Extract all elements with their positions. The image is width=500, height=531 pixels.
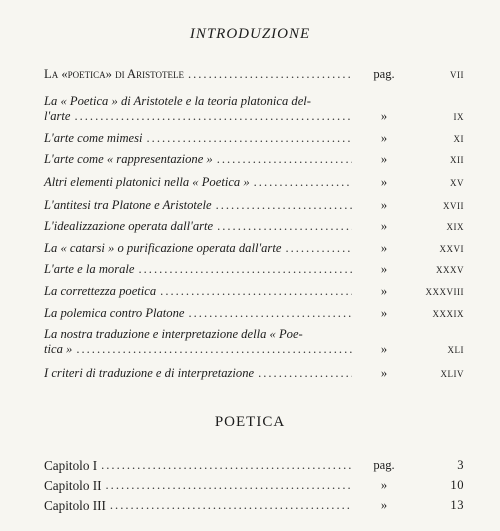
leader-dots — [74, 109, 352, 124]
page-marker: » — [380, 219, 388, 233]
page-number: 10 — [450, 478, 464, 492]
page-number: xliv — [440, 366, 464, 380]
page-number: xli — [447, 342, 464, 356]
toc-entry-text: La correttezza poetica — [44, 284, 157, 298]
toc-entry — [44, 458, 464, 473]
page-number: ix — [453, 109, 464, 123]
toc-entry-text: Altri elementi platonici nella « Poetica » — [44, 175, 250, 189]
toc-entry — [44, 262, 464, 277]
leader-dots — [189, 306, 353, 321]
leader-dots — [110, 498, 352, 513]
page-number: xxxviii — [425, 284, 464, 298]
page-marker: » — [380, 366, 388, 380]
page-marker: » — [380, 175, 388, 189]
toc-entry-text-line2: l'arte — [44, 109, 71, 123]
leader-dots — [254, 175, 352, 190]
page-number: 3 — [457, 458, 464, 472]
toc-entry-text: I criteri di traduzione e di interpretazione — [44, 366, 255, 380]
leader-dots — [216, 198, 352, 213]
toc-entry — [44, 366, 464, 381]
toc-entry-text: L'idealizzazione operata dall'arte — [44, 219, 214, 233]
page-number: vii — [450, 67, 464, 81]
toc-entry — [44, 327, 464, 357]
page-marker: » — [380, 498, 388, 512]
page-number: xvii — [443, 198, 464, 212]
toc-entry — [44, 152, 464, 167]
toc-entry — [44, 175, 464, 190]
toc-entry — [44, 498, 464, 513]
page-marker: » — [380, 284, 388, 298]
toc-entry-text-line1: La « Poetica » di Aristotele e la teoria platonica del- — [44, 94, 311, 108]
page-number: xxxv — [436, 262, 464, 276]
toc-entry-text: La « catarsi » o purificazione operata dall'arte — [44, 241, 282, 255]
toc-entry — [44, 241, 464, 256]
toc-entry-text-line1: La nostra traduzione e interpretazione della « Poe- — [44, 327, 303, 341]
toc-entry — [44, 131, 464, 146]
page-marker: » — [380, 241, 388, 255]
page-marker: » — [380, 262, 388, 276]
toc-entry — [44, 94, 464, 124]
leader-dots — [285, 241, 352, 256]
toc-entry — [44, 478, 464, 493]
leader-dots — [106, 478, 352, 493]
page-number: xii — [450, 152, 464, 166]
leader-dots — [217, 152, 352, 167]
page-marker: » — [380, 342, 388, 356]
page-marker: » — [380, 152, 388, 166]
toc-entry-text: Capitolo III — [44, 498, 106, 513]
toc-entry-text-line2: tica » — [44, 342, 73, 356]
page-number: xix — [446, 219, 464, 233]
toc-entry — [44, 198, 464, 213]
page-number: xxvi — [439, 241, 464, 255]
toc-entry — [44, 219, 464, 234]
page-marker: » — [380, 109, 388, 123]
toc-entry-text: L'antitesi tra Platone e Aristotele — [44, 198, 212, 212]
leader-dots — [147, 131, 352, 146]
toc-entry-text: L'arte come « rappresentazione » — [44, 152, 213, 166]
leader-dots — [76, 342, 352, 357]
leader-dots — [188, 67, 352, 82]
toc-entry-text: La polemica contro Platone — [44, 306, 185, 320]
page-number: 13 — [450, 498, 464, 512]
toc-entry-heading — [44, 67, 464, 82]
toc-entry-text: La «poetica» di Aristotele — [44, 67, 184, 81]
toc-entry-text: Capitolo I — [44, 458, 98, 473]
introduction-title: INTRODUZIONE — [189, 26, 311, 42]
page-number: xv — [450, 175, 464, 189]
leader-dots — [160, 284, 352, 299]
page-number: xi — [453, 131, 464, 145]
poetica-title: POETICA — [214, 414, 286, 430]
page-marker: » — [380, 306, 388, 320]
page-marker: pag. — [373, 67, 395, 81]
page-number: xxxix — [432, 306, 464, 320]
leader-dots — [139, 262, 353, 277]
page-marker: » — [380, 198, 388, 212]
toc-entry-text: L'arte come mimesi — [44, 131, 143, 145]
leader-dots — [258, 366, 352, 381]
leader-dots — [217, 219, 352, 234]
leader-dots — [101, 458, 352, 473]
page-marker: pag. — [373, 458, 395, 472]
page-marker: » — [380, 131, 388, 145]
page-marker: » — [380, 478, 388, 492]
toc-entry-text: L'arte e la morale — [44, 262, 135, 276]
toc-entry — [44, 284, 464, 299]
toc-entry-text: Capitolo II — [44, 478, 102, 493]
toc-entry — [44, 306, 464, 321]
